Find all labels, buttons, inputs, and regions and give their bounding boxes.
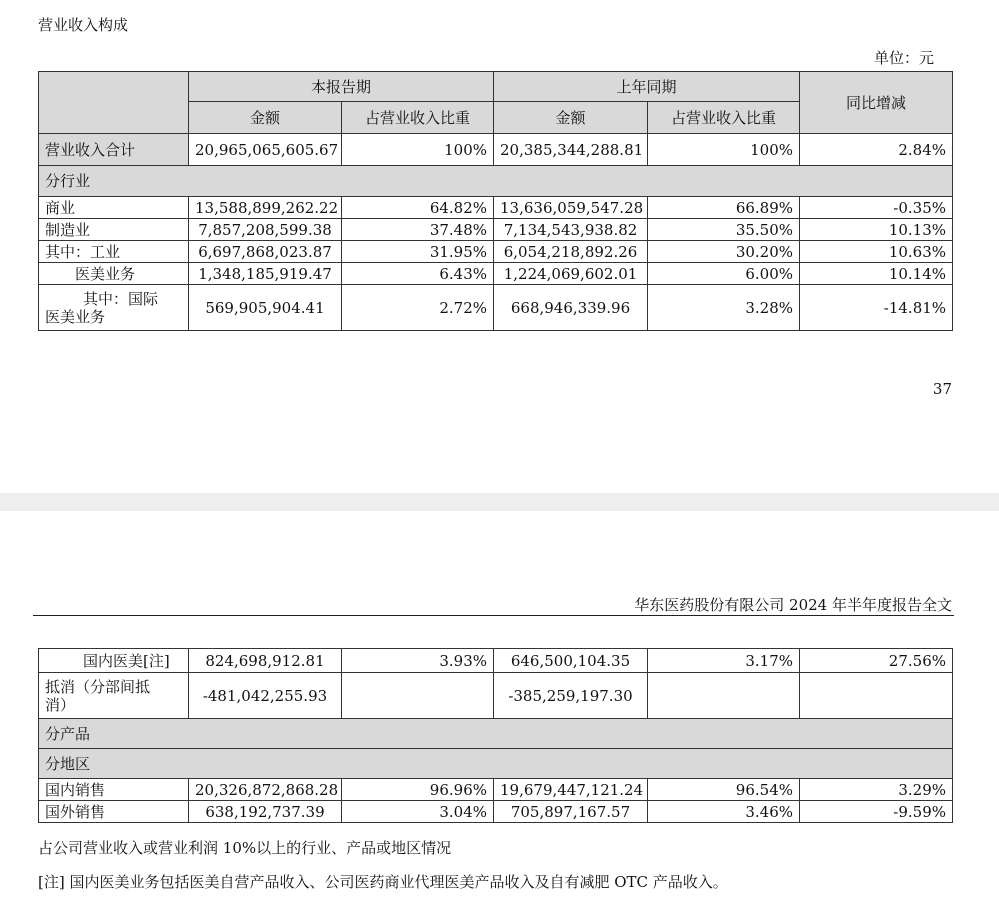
prev-amount: 668,946,339.96 [494, 285, 648, 331]
cur-ratio: 100% [342, 134, 494, 166]
prev-ratio: 30.20% [648, 241, 800, 263]
yoy: -14.81% [800, 285, 953, 331]
prev-ratio: 96.54% [648, 779, 800, 801]
cur-amount: 1,348,185,919.47 [189, 263, 342, 285]
table-row [39, 219, 953, 241]
total-row [39, 134, 953, 166]
yoy: -9.59% [800, 801, 953, 823]
cur-amount: 569,905,904.41 [189, 285, 342, 331]
section-row [39, 749, 953, 779]
prev-amount: 646,500,104.35 [494, 649, 648, 673]
row-label-line1: 其中：国际 [83, 289, 159, 308]
table-row [39, 241, 953, 263]
header-prev-amount: 金额 [494, 102, 648, 134]
cur-amount: 20,965,065,605.67 [189, 134, 342, 166]
yoy: 2.84% [800, 134, 953, 166]
row-label: 国内医美[注] [39, 649, 189, 673]
cur-ratio [342, 673, 494, 719]
cur-ratio: 3.04% [342, 801, 494, 823]
report-header: 华东医药股份有限公司 2024 年半年度报告全文 [634, 596, 952, 614]
prev-amount: -385,259,197.30 [494, 673, 648, 719]
header-current-period: 本报告期 [189, 72, 494, 102]
yoy: 10.13% [800, 219, 953, 241]
prev-amount: 1,224,069,602.01 [494, 263, 648, 285]
prev-amount: 6,054,218,892.26 [494, 241, 648, 263]
header-cur-amount: 金额 [189, 102, 342, 134]
section-note-title: 占公司营业收入或营业利润 10%以上的行业、产品或地区情况 [38, 839, 452, 857]
header-blank-cell [39, 72, 189, 134]
yoy: 10.63% [800, 241, 953, 263]
cur-amount: 6,697,868,023.87 [189, 241, 342, 263]
table-row [39, 263, 953, 285]
row-label-line1: 抵消（分部间抵 [45, 677, 151, 696]
prev-ratio: 35.50% [648, 219, 800, 241]
cur-ratio: 2.72% [342, 285, 494, 331]
prev-ratio: 66.89% [648, 197, 800, 219]
table-row [39, 673, 953, 719]
table-row [39, 285, 953, 331]
prev-ratio: 3.28% [648, 285, 800, 331]
page-break [0, 493, 999, 511]
prev-amount: 7,134,543,938.82 [494, 219, 648, 241]
cur-amount: 638,192,737.39 [189, 801, 342, 823]
row-label: 制造业 [39, 219, 189, 241]
section-row [39, 166, 953, 197]
cur-ratio: 3.93% [342, 649, 494, 673]
footnote: [注] 国内医美业务包括医美自营产品收入、公司医药商业代理医美产品收入及自有减肥 OTC 产品收入。 [38, 873, 728, 891]
header-prior-period: 上年同期 [494, 72, 800, 102]
yoy: 3.29% [800, 779, 953, 801]
revenue-composition-table [38, 71, 953, 331]
cur-amount: 824,698,912.81 [189, 649, 342, 673]
prev-ratio [648, 673, 800, 719]
cur-amount: -481,042,255.93 [189, 673, 342, 719]
section-product: 分产品 [39, 719, 953, 749]
row-label: 医美业务 [39, 263, 189, 285]
row-label: 国内销售 [39, 779, 189, 801]
row-label: 营业收入合计 [39, 134, 189, 166]
unit-label: 单位：元 [873, 49, 934, 67]
prev-amount: 20,385,344,288.81 [494, 134, 648, 166]
row-label: 国外销售 [39, 801, 189, 823]
cur-ratio: 31.95% [342, 241, 494, 263]
cur-amount: 20,326,872,868.28 [189, 779, 342, 801]
row-label: 商业 [39, 197, 189, 219]
section-row [39, 719, 953, 749]
section-region: 分地区 [39, 749, 953, 779]
prev-ratio: 3.17% [648, 649, 800, 673]
prev-ratio: 3.46% [648, 801, 800, 823]
table-row [39, 779, 953, 801]
header-cur-ratio: 占营业收入比重 [342, 102, 494, 134]
cur-ratio: 6.43% [342, 263, 494, 285]
header-rule [33, 615, 954, 616]
table-row [39, 801, 953, 823]
section-industry: 分行业 [39, 166, 953, 197]
prev-ratio: 6.00% [648, 263, 800, 285]
revenue-composition-table-continued [38, 648, 953, 823]
yoy [800, 673, 953, 719]
table-row [39, 197, 953, 219]
yoy: 10.14% [800, 263, 953, 285]
row-label-line2: 医美业务 [45, 307, 106, 326]
yoy: 27.56% [800, 649, 953, 673]
row-label-line2: 消） [45, 695, 76, 714]
prev-amount: 705,897,167.57 [494, 801, 648, 823]
row-label: 其中：工业 [39, 241, 189, 263]
header-prev-ratio: 占营业收入比重 [648, 102, 800, 134]
table-caption: 营业收入构成 [38, 16, 129, 34]
row-label [39, 285, 189, 331]
cur-ratio: 64.82% [342, 197, 494, 219]
cur-ratio: 96.96% [342, 779, 494, 801]
table-row [39, 649, 953, 673]
prev-amount: 19,679,447,121.24 [494, 779, 648, 801]
row-label [39, 673, 189, 719]
cur-amount: 13,588,899,262.22 [189, 197, 342, 219]
header-yoy: 同比增减 [800, 72, 953, 134]
cur-ratio: 37.48% [342, 219, 494, 241]
yoy: -0.35% [800, 197, 953, 219]
cur-amount: 7,857,208,599.38 [189, 219, 342, 241]
prev-amount: 13,636,059,547.28 [494, 197, 648, 219]
page-number: 37 [932, 380, 952, 398]
prev-ratio: 100% [648, 134, 800, 166]
